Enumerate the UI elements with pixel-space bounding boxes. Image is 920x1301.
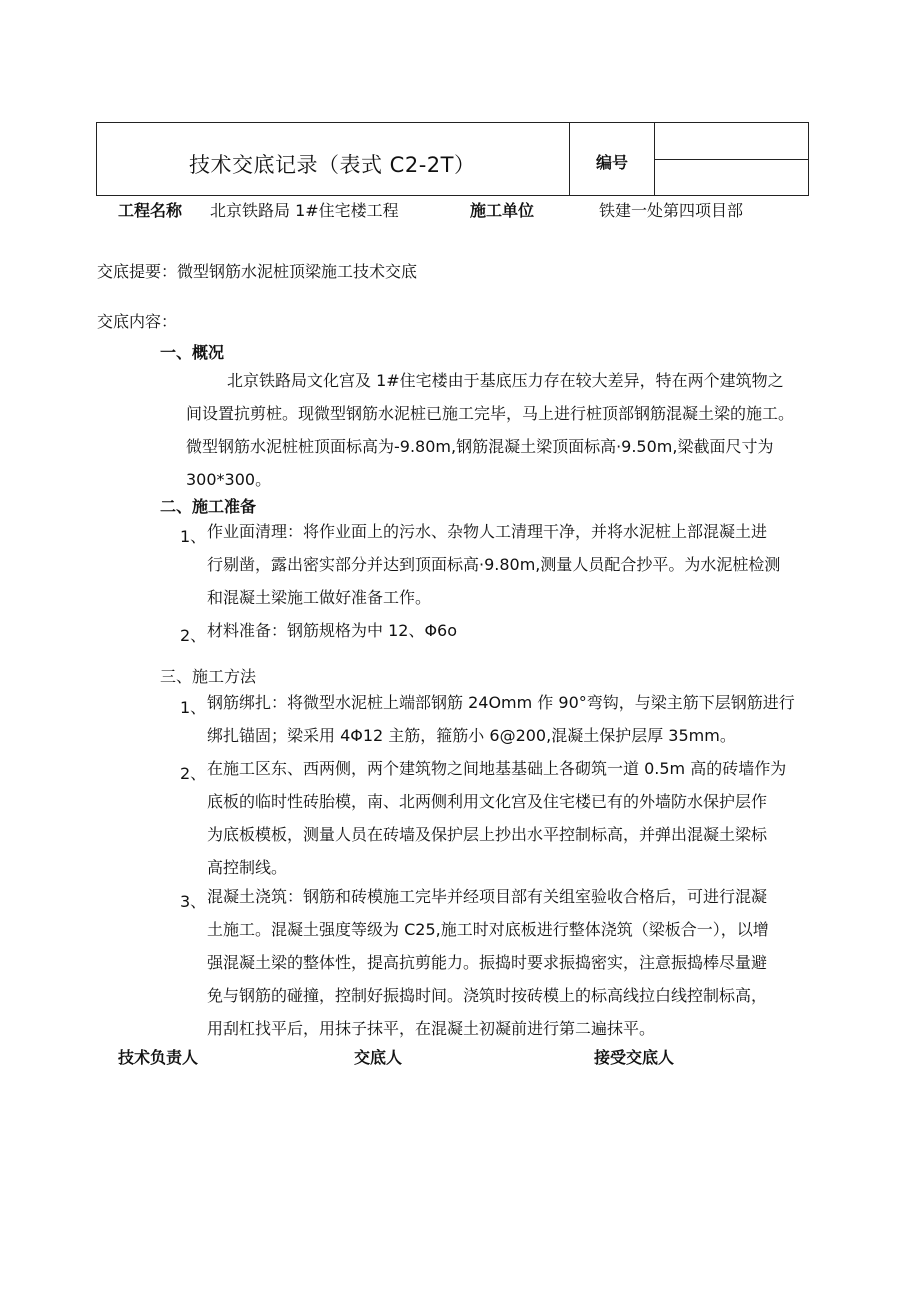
method-item-2-num: 2、 [180,764,207,783]
method-item-3-line-2: 土施工。混凝土强度等级为 C25,施工时对底板进行整体浇筑（梁板合一），以增 [207,920,769,939]
prep-item-1-line-2: 行剔凿，露出密实部分并达到顶面标高·9.80m,测量人员配合抄平。为水泥桩检测 [207,555,781,574]
header-divider-1 [569,123,570,195]
signature-presenter: 交底人 [354,1048,403,1067]
method-item-2-line-4: 高控制线。 [207,858,288,877]
overview-line-1: 北京铁路局文化宫及 1#住宅楼由于基底压力存在较大差异，特在两个建筑物之 [227,371,784,390]
summary [97,259,417,282]
method-item-2-line-2: 底板的临时性砖胎模，南、北两侧利用文化宫及住宅楼已有的外墙防水保护层作 [207,792,768,811]
overview-line-2: 间设置抗剪桩。现微型钢筋水泥桩已施工完毕，马上进行桩顶部钢筋混凝土梁的施工。 [186,404,795,423]
prep-item-1-num: 1、 [180,527,207,546]
method-item-3-line-4: 免与钢筋的碰撞，控制好振捣时间。浇筑时按砖模上的标高线拉白线控制标高， [207,986,768,1005]
header-number-rule [654,159,808,160]
method-item-1-num: 1、 [180,698,207,717]
prep-item-1-body [207,515,817,614]
method-item-3-line-1: 混凝土浇筑：钢筋和砖模施工完毕并经项目部有关组室验收合格后，可进行混凝 [207,887,768,906]
method-item-3-line-3: 强混凝土梁的整体性，提高抗剪能力。振捣时要求振捣密实，注意振捣棒尽量避 [207,953,768,972]
overview-line-4: 300*300。 [186,470,272,489]
content-label: 交底内容： [97,312,178,331]
project-name: 北京铁路局 1#住宅楼工程 [210,201,399,220]
summary-text: 微型钢筋水泥桩顶梁施工技术交底 [177,262,418,281]
method-item-2-line-1: 在施工区东、西两侧，两个建筑物之间地基基础上各砌筑一道 0.5m 高的砖墙作为 [207,759,787,778]
contractor: 铁建一处第四项目部 [599,201,744,220]
method-item-2-body [207,752,817,884]
section-overview-body [186,364,826,496]
method-item-1-body [207,686,817,752]
form-title: 技术交底记录（表式 C2-2T） [189,153,476,177]
method-item-1-line-2: 绑扎锚固；梁采用 4Φ12 主筋，箍筋小 6@200,混凝土保护层厚 35mm。 [207,726,736,745]
prep-item-1-line-1: 作业面清理：将作业面上的污水、杂物人工清理干净，并将水泥桩上部混凝土进 [207,522,768,541]
method-item-3-line-5: 用刮杠找平后，用抹子抹平，在混凝土初凝前进行第二遍抹平。 [207,1019,656,1038]
method-item-1-line-1: 钢筋绑扎：将微型水泥桩上端部钢筋 24Omm 作 90°弯钩，与梁主筋下层钢筋进行 [207,693,795,712]
project-name-label: 工程名称 [118,201,183,220]
prep-item-2-num: 2、 [180,626,207,645]
prep-item-2-line-1: 材料准备：钢筋规格为中 12、Φ6o [207,621,458,640]
contractor-label: 施工单位 [470,201,535,220]
header-table [96,122,809,196]
overview-line-3: 微型钢筋水泥桩桩顶面标高为-9.80m,钢筋混凝土梁顶面标高·9.50m,梁截面尺寸为 [186,437,774,456]
method-item-3-body [207,880,817,1045]
signature-receiver: 接受交底人 [594,1048,675,1067]
section-heading-preparation: 二、施工准备 [160,497,257,516]
number-label: 编号 [596,153,629,172]
method-item-3-num: 3、 [180,892,207,911]
method-item-2-line-3: 为底板模板，测量人员在砖墙及保护层上抄出水平控制标高，并弹出混凝土梁标 [207,825,768,844]
section-heading-overview: 一、概况 [160,343,225,362]
prep-item-1-line-3: 和混凝土梁施工做好准备工作。 [207,588,432,607]
section-heading-method: 三、施工方法 [160,667,257,686]
prep-item-2-body [207,614,817,647]
signature-tech-lead: 技术负责人 [118,1048,199,1067]
summary-label: 交底提要： [97,262,178,281]
